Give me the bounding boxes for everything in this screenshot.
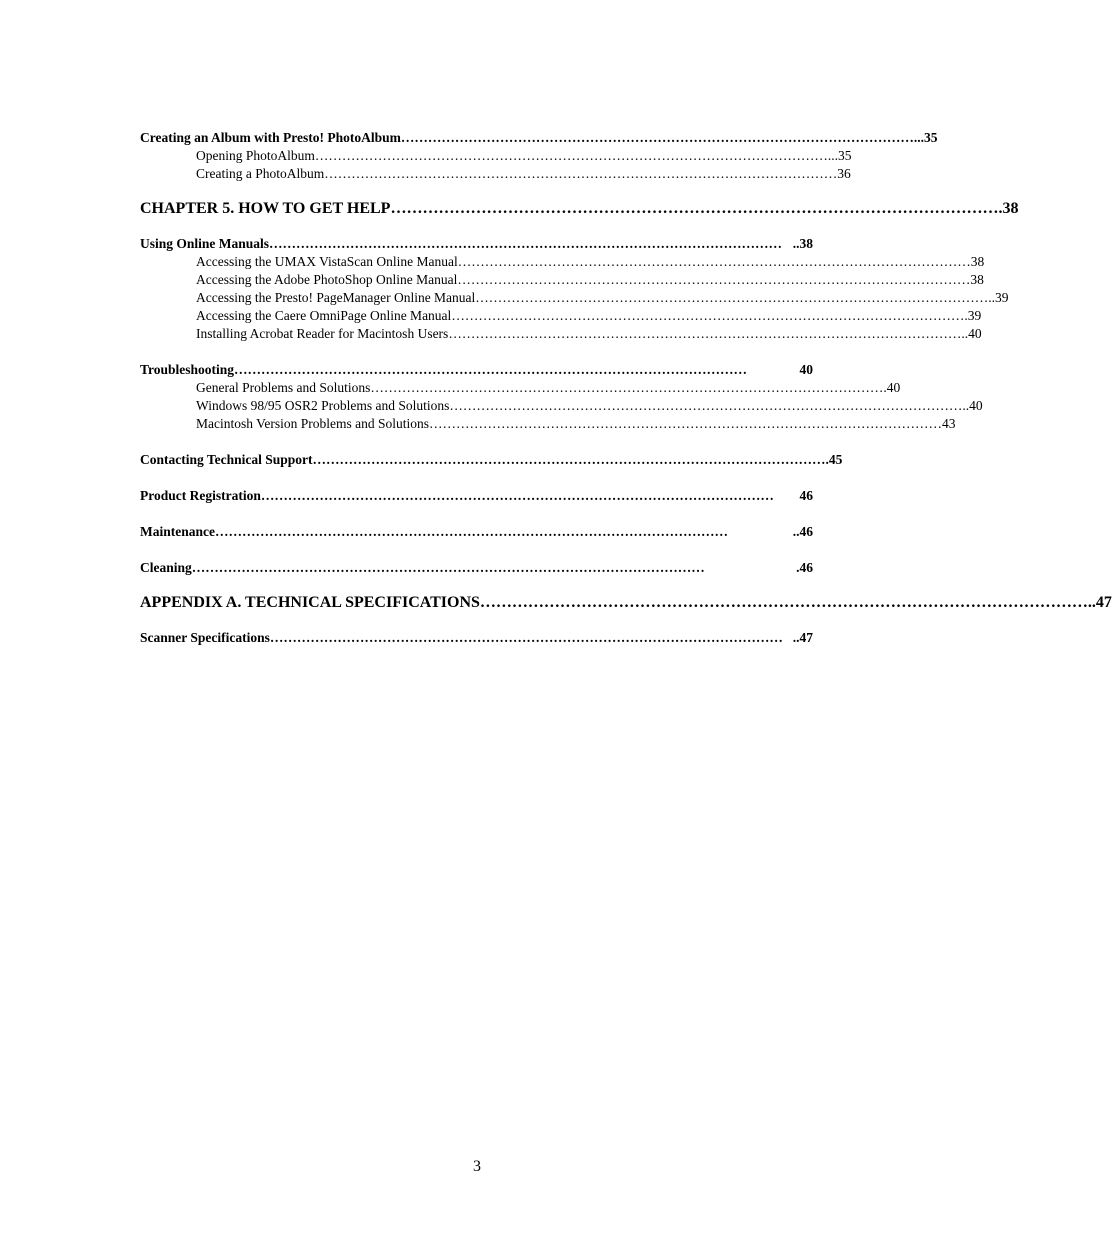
page-number: 3 xyxy=(473,1158,481,1175)
toc-leader-dots: …………………………………………………………………………………………………… xyxy=(269,236,783,251)
toc-entry-page: ..38 xyxy=(792,236,813,251)
toc-entry xyxy=(140,559,813,577)
toc-entry-page: ..46 xyxy=(792,524,813,539)
toc-entry-page: ..40 xyxy=(961,326,982,341)
toc-entry xyxy=(140,271,984,289)
toc-entry-page: .40 xyxy=(883,380,901,395)
toc-entry xyxy=(140,129,938,147)
toc-entry-page: ..47 xyxy=(1087,594,1112,611)
toc-entry-title: Using Online Manuals xyxy=(140,236,270,251)
toc-leader-dots: …………………………………………………………………………………………………… xyxy=(429,416,943,431)
toc-entry-page: ...35 xyxy=(827,148,852,163)
toc-entry xyxy=(140,307,982,325)
toc-entry-page: 38 xyxy=(970,254,985,269)
toc-entry-page: 38 xyxy=(970,272,984,287)
toc-entry-page: ..47 xyxy=(792,630,813,645)
toc-leader-dots: …………………………………………………………………………………………………… xyxy=(457,254,971,269)
toc-leader-dots: …………………………………………………………………………………………………… xyxy=(370,380,884,395)
toc-entry-title: Macintosh Version Problems and Solutions xyxy=(196,416,430,431)
toc-entry-page: ..40 xyxy=(962,398,983,413)
toc-chapter-entry xyxy=(140,593,1112,613)
table-of-contents xyxy=(140,129,1112,647)
toc-entry-title: CHAPTER 5. HOW TO GET HELP xyxy=(140,200,391,217)
toc-entry-title: Accessing the Caere OmniPage Online Manual xyxy=(196,308,452,323)
toc-entry-title: General Problems and Solutions xyxy=(196,380,371,395)
toc-leader-dots: …………………………………………………………………………………………………… xyxy=(269,630,783,645)
toc-entry xyxy=(140,325,982,343)
toc-entry-title: Cleaning xyxy=(140,560,192,575)
toc-entry-page: .45 xyxy=(825,452,843,467)
toc-entry-page: 46 xyxy=(799,488,813,503)
toc-leader-dots: …………………………………………………………………………………………………… xyxy=(457,272,971,287)
toc-leader-dots: …………………………………………………………………………………………………… xyxy=(191,560,705,575)
toc-entry-title: Product Registration xyxy=(140,488,261,503)
toc-entry xyxy=(140,523,813,541)
toc-leader-dots: …………………………………………………………………………………………………… xyxy=(475,290,989,305)
toc-entry xyxy=(140,451,843,469)
toc-entry-title: Creating an Album with Presto! PhotoAlbum xyxy=(140,130,401,145)
toc-leader-dots: …………………………………………………………………………………………………… xyxy=(324,166,838,181)
toc-leader-dots: …………………………………………………………………………………………………… xyxy=(400,130,914,145)
toc-entry-title: Contacting Technical Support xyxy=(140,452,313,467)
toc-leader-dots: …………………………………………………………………………………………………… xyxy=(390,200,999,217)
toc-entry xyxy=(140,487,813,505)
toc-entry xyxy=(140,379,901,397)
toc-entry-title: Scanner Specifications xyxy=(140,630,270,645)
toc-entry-title: Installing Acrobat Reader for Macintosh Users xyxy=(196,326,449,341)
toc-entry-page: .38 xyxy=(998,200,1019,217)
toc-entry-page: 36 xyxy=(837,166,851,181)
toc-leader-dots: …………………………………………………………………………………………………… xyxy=(260,488,774,503)
toc-entry xyxy=(140,397,983,415)
toc-entry xyxy=(140,289,1009,307)
toc-entry-title: Accessing the Adobe PhotoShop Online Manual xyxy=(196,272,458,287)
toc-leader-dots: …………………………………………………………………………………………………… xyxy=(234,362,748,377)
toc-leader-dots: …………………………………………………………………………………………………… xyxy=(312,452,826,467)
toc-entry xyxy=(140,235,813,253)
toc-entry-title: Windows 98/95 OSR2 Problems and Solutions xyxy=(196,398,450,413)
toc-chapter-entry xyxy=(140,199,1019,219)
toc-entry xyxy=(140,361,813,379)
toc-entry xyxy=(140,629,813,647)
toc-leader-dots: …………………………………………………………………………………………………… xyxy=(314,148,828,163)
toc-entry-title: Opening PhotoAlbum xyxy=(196,148,315,163)
toc-entry-page: 40 xyxy=(799,362,813,377)
toc-entry-page: ..39 xyxy=(988,290,1009,305)
toc-leader-dots: …………………………………………………………………………………………………… xyxy=(479,594,1088,611)
toc-entry-title: Creating a PhotoAlbum xyxy=(196,166,325,181)
toc-entry-title: Accessing the UMAX VistaScan Online Manual xyxy=(196,254,458,269)
toc-entry-page: 43 xyxy=(942,416,956,431)
toc-entry-title: Accessing the Presto! PageManager Online Manual xyxy=(196,290,476,305)
toc-leader-dots: …………………………………………………………………………………………………… xyxy=(449,398,963,413)
toc-entry-page: ...35 xyxy=(913,130,938,145)
toc-entry xyxy=(140,165,851,183)
toc-leader-dots: …………………………………………………………………………………………………… xyxy=(215,524,728,539)
toc-leader-dots: …………………………………………………………………………………………………… xyxy=(448,326,962,341)
toc-entry xyxy=(140,253,985,271)
toc-entry xyxy=(140,415,956,433)
toc-entry-title: Maintenance xyxy=(140,524,215,539)
toc-entry-title: APPENDIX A. TECHNICAL SPECIFICATIONS xyxy=(140,594,480,611)
toc-entry-title: Troubleshooting xyxy=(140,362,235,377)
toc-entry xyxy=(140,147,852,165)
toc-entry-page: .46 xyxy=(796,560,813,575)
toc-entry-page: .39 xyxy=(964,308,982,323)
toc-leader-dots: …………………………………………………………………………………………………… xyxy=(451,308,965,323)
